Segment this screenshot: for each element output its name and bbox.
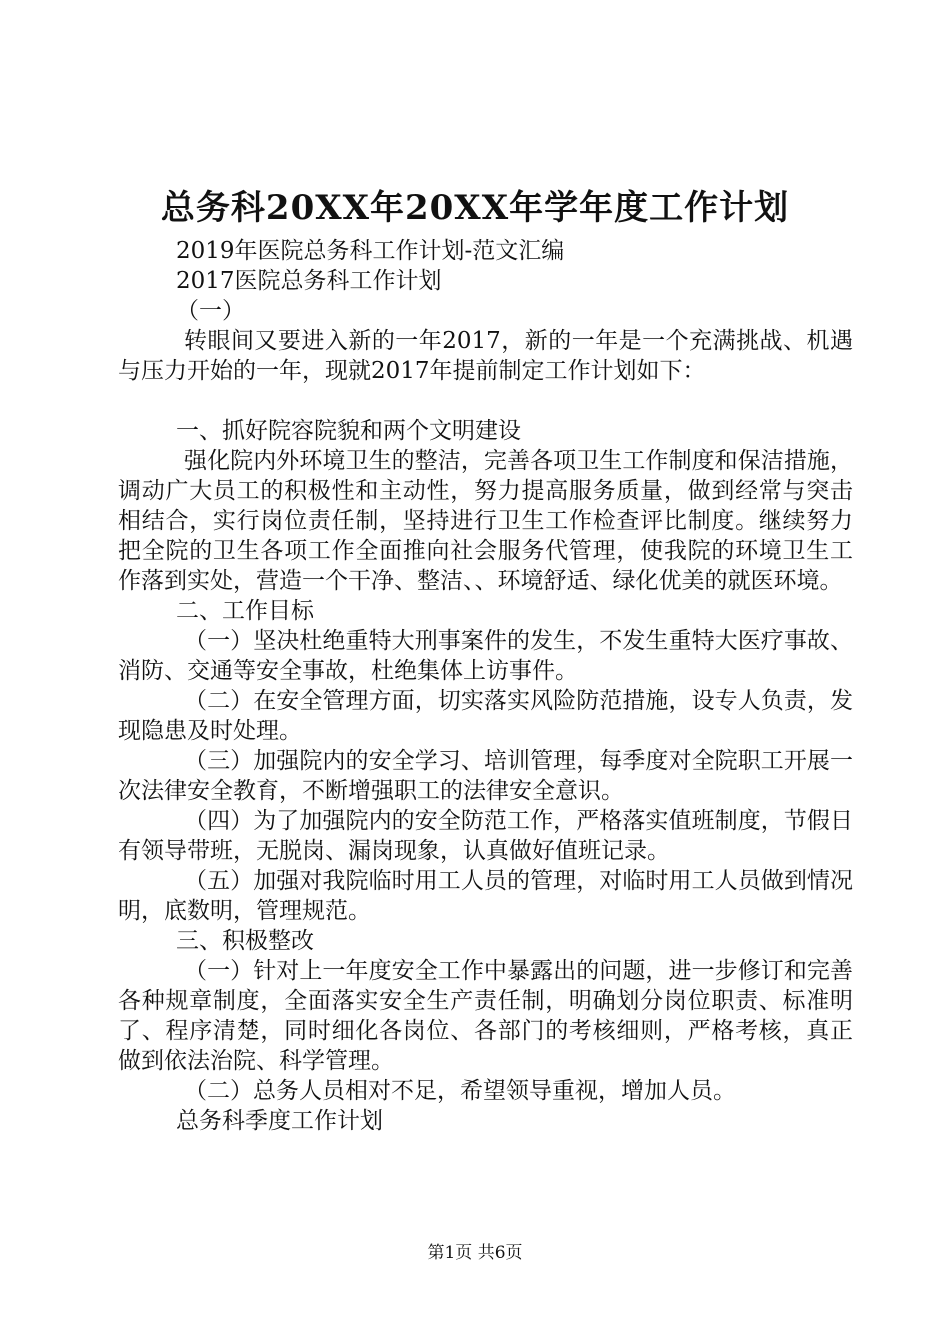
subtitle-line: 2019年医院总务科工作计划-范文汇编 [176, 238, 565, 264]
section-heading: 二、工作目标 [176, 598, 314, 624]
document-body [118, 236, 853, 1136]
list-item: （一）坚决杜绝重特大刑事案件的发生，不发生重特大医疗事故、消防、交通等安全事故，杜绝集体上访事件。 [118, 628, 853, 684]
intro-paragraph: 转眼间又要进入新的一年2017，新的一年是一个充满挑战、机遇与压力开始的一年，现就2017年提前制定工作计划如下： [118, 328, 853, 384]
blank-line [118, 386, 853, 416]
document-title: 总务科20XX年20XX年学年度工作计划 [160, 188, 790, 228]
list-item: （二）在安全管理方面，切实落实风险防范措施，设专人负责，发现隐患及时处理。 [118, 688, 853, 744]
list-item: （三）加强院内的安全学习、培训管理，每季度对全院职工开展一次法律安全教育，不断增强职工的法律安全意识。 [118, 748, 853, 804]
closing-line: 总务科季度工作计划 [176, 1108, 383, 1134]
subtitle-line: 2017医院总务科工作计划 [176, 268, 442, 294]
list-item: （二）总务人员相对不足，希望领导重视，增加人员。 [184, 1078, 736, 1104]
section-heading: 三、积极整改 [176, 928, 314, 954]
list-item: （一）针对上一年度安全工作中暴露出的问题，进一步修订和完善各种规章制度，全面落实安全生产责任制，明确划分岗位职责、标准明了、程序清楚，同时细化各岗位、各部门的考核细则，严格考核，真正做到依法治院、科学管理。 [118, 958, 853, 1074]
section-heading: 一、抓好院容院貌和两个文明建设 [176, 418, 521, 444]
page-footer: 第1页 共6页 [427, 1243, 523, 1263]
section-marker: （一） [176, 298, 245, 324]
list-item: （四）为了加强院内的安全防范工作，严格落实值班制度，节假日有领导带班，无脱岗、漏岗现象，认真做好值班记录。 [118, 808, 853, 864]
list-item: （五）加强对我院临时用工人员的管理，对临时用工人员做到情况明，底数明，管理规范。 [118, 868, 853, 924]
body-paragraph: 强化院内外环境卫生的整洁，完善各项卫生工作制度和保洁措施，调动广大员工的积极性和主动性，努力提高服务质量，做到经常与突击相结合，实行岗位责任制，坚持进行卫生工作检查评比制度。继续努力把全院的卫生各项工作全面推向社会服务代管理，使我院的环境卫生工作落到实处，营造一个干净、整洁、、环境舒适、绿化优美的就医环境。 [118, 448, 853, 594]
